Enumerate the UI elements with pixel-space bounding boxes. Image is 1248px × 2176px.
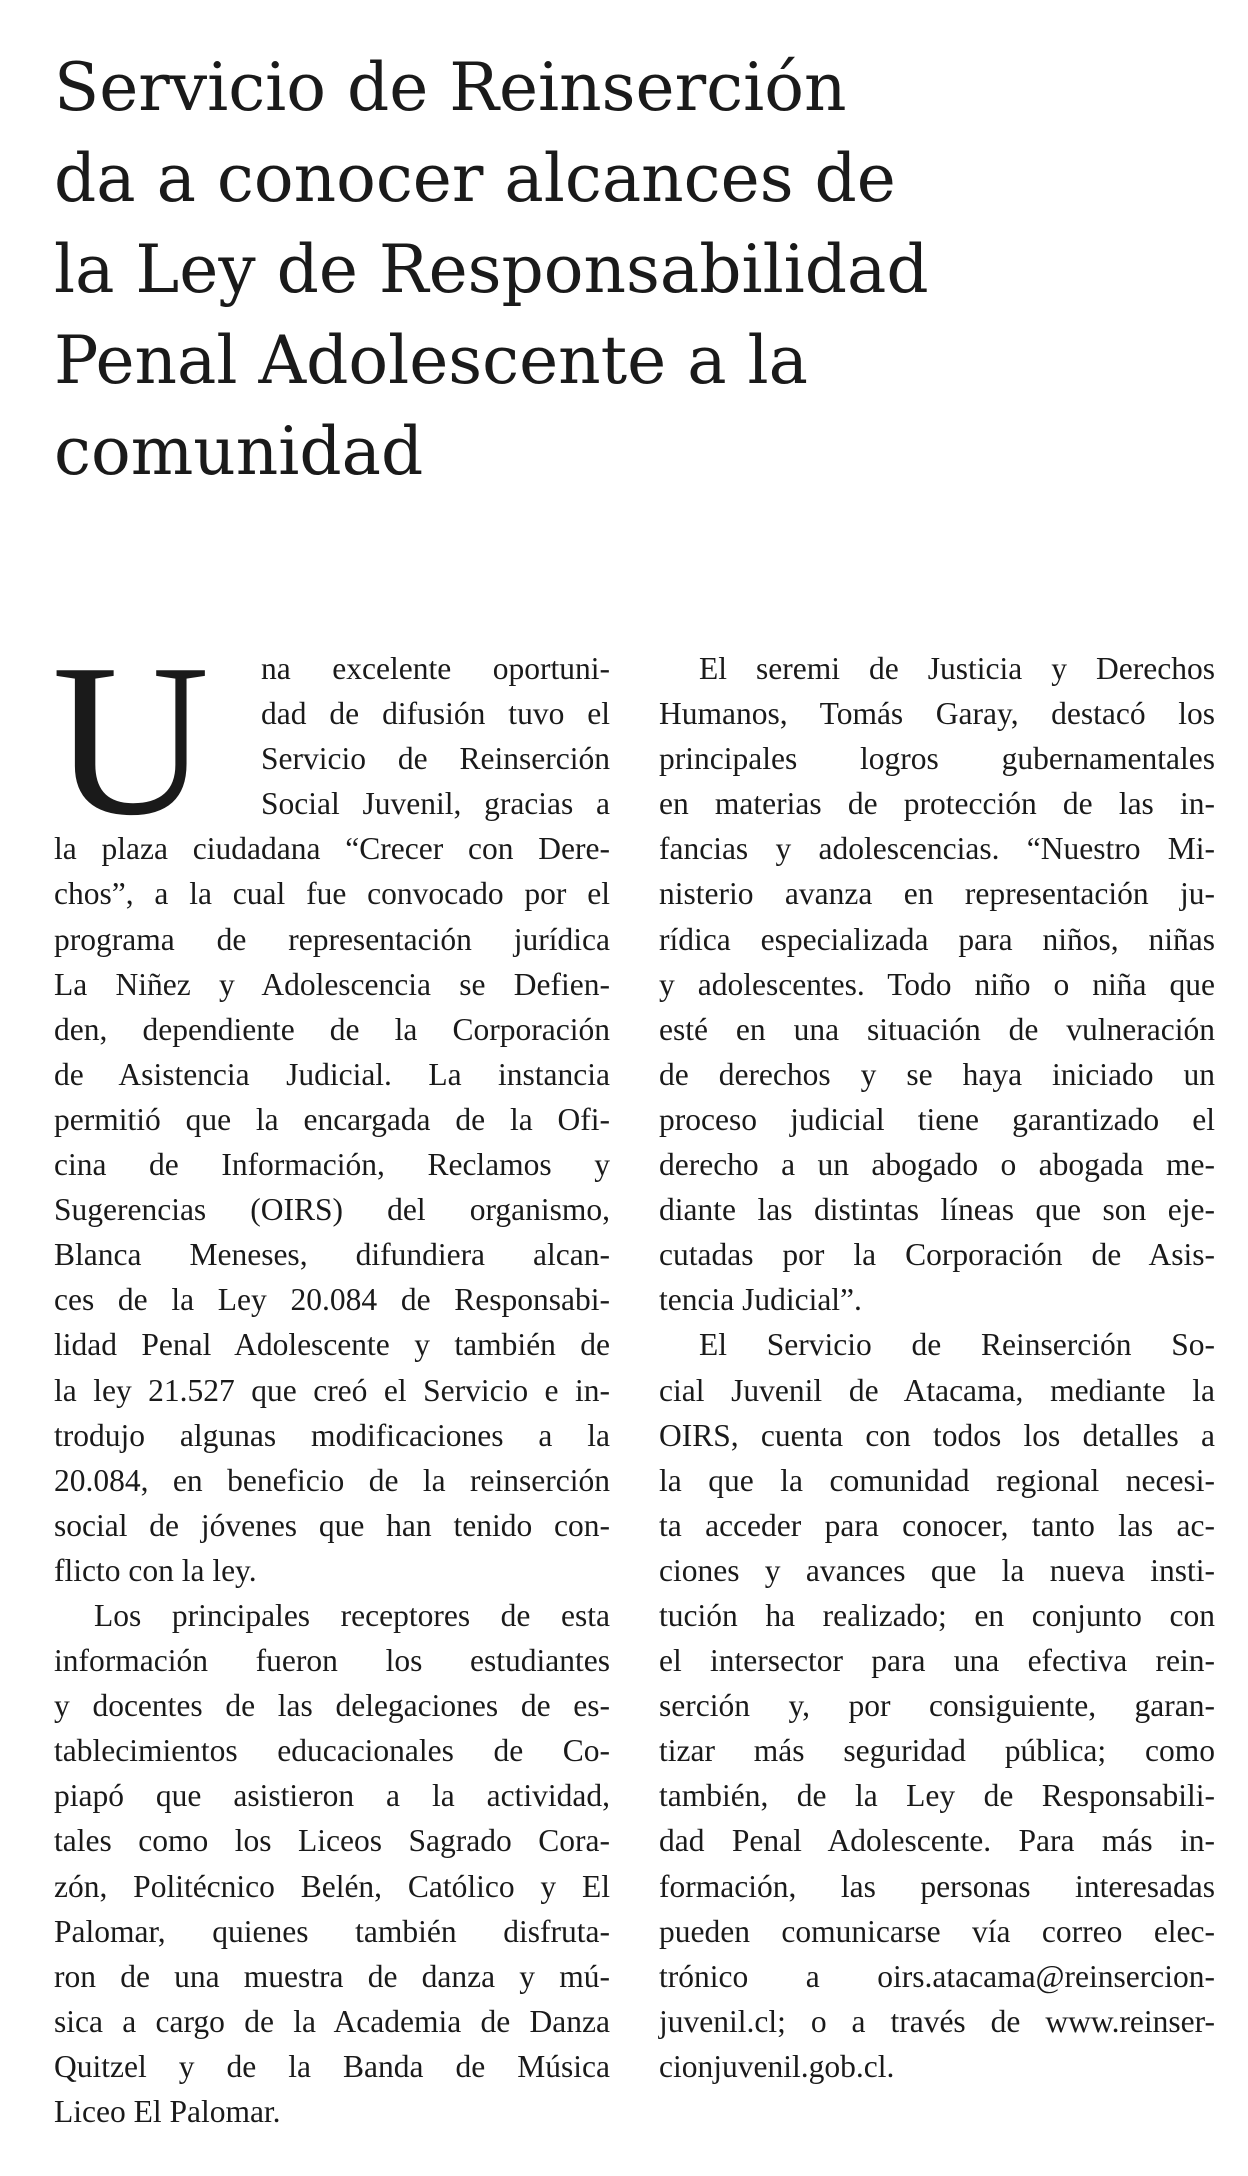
text-line: información fueron los estudiantes bbox=[54, 1643, 610, 1679]
text-line: tencia Judicial”. bbox=[659, 1282, 862, 1318]
text-line: proceso judicial tiene garantizado el bbox=[659, 1101, 1215, 1137]
text-line: cionjuvenil.gob.cl. bbox=[659, 2048, 895, 2084]
text-line: El seremi de Justicia y Derechos bbox=[699, 651, 1215, 686]
text-line: la que la comunidad regional necesi- bbox=[659, 1462, 1215, 1498]
text-line: lidad Penal Adolescente y también de bbox=[54, 1327, 610, 1363]
text-line: Liceo El Palomar. bbox=[54, 2094, 281, 2129]
headline-line: comunidad bbox=[54, 413, 424, 490]
text-line: piapó que asistieron a la actividad, bbox=[54, 1778, 610, 1814]
text-line: trodujo algunas modificaciones a la bbox=[54, 1417, 610, 1453]
text-line: tizar más seguridad pública; como bbox=[659, 1733, 1215, 1769]
text-line: Blanca Meneses, difundiera alcan- bbox=[54, 1237, 610, 1273]
text-line: Servicio de Reinserción bbox=[261, 741, 610, 777]
text-line: juvenil.cl; o a través de www.reinser- bbox=[659, 2003, 1215, 2039]
text-line: tución ha realizado; en conjunto con bbox=[659, 1597, 1215, 1633]
drop-cap: U bbox=[52, 620, 210, 861]
text-line: cina de Información, Reclamos y bbox=[54, 1147, 610, 1183]
text-line: dad de difusión tuvo el bbox=[261, 696, 610, 732]
right-column bbox=[659, 646, 1215, 2089]
text-line: 20.084, en beneficio de la reinserción bbox=[54, 1462, 610, 1498]
text-line: de derechos y se haya iniciado un bbox=[659, 1056, 1215, 1092]
text-line: programa de representación jurídica bbox=[54, 921, 610, 957]
paragraph-3 bbox=[659, 646, 1215, 1322]
headline-line: Servicio de Reinserción bbox=[54, 49, 847, 126]
text-line: fancias y adolescencias. “Nuestro Mi- bbox=[659, 831, 1215, 867]
text-line: ciones y avances que la nueva insti- bbox=[659, 1552, 1215, 1588]
headline-line: Penal Adolescente a la bbox=[54, 322, 809, 399]
text-line: Palomar, quienes también disfruta- bbox=[54, 1913, 610, 1949]
text-line: La Niñez y Adolescencia se Defien- bbox=[54, 966, 610, 1002]
text-line: Los principales receptores de esta bbox=[94, 1597, 610, 1633]
text-line: Quitzel y de la Banda de Música bbox=[54, 2048, 610, 2084]
text-line: cial Juvenil de Atacama, mediante la bbox=[659, 1372, 1215, 1408]
text-line: de Asistencia Judicial. La instancia bbox=[54, 1056, 610, 1092]
text-line: y docentes de las delegaciones de es- bbox=[54, 1688, 610, 1724]
text-line: rídica especializada para niños, niñas bbox=[659, 921, 1215, 957]
paragraph-2 bbox=[54, 1593, 610, 2134]
headline-line: da a conocer alcances de bbox=[54, 140, 896, 217]
text-line: den, dependiente de la Corporación bbox=[54, 1011, 610, 1047]
text-line: esté en una situación de vulneración bbox=[659, 1011, 1215, 1047]
text-line: Humanos, Tomás Garay, destacó los bbox=[659, 696, 1215, 732]
text-line: en materias de protección de las in- bbox=[659, 786, 1215, 822]
text-line: principales logros gubernamentales bbox=[659, 741, 1215, 777]
text-line: también, de la Ley de Responsabili- bbox=[659, 1778, 1215, 1814]
text-line: cutadas por la Corporación de Asis- bbox=[659, 1237, 1215, 1273]
text-line: la plaza ciudadana “Crecer con Dere- bbox=[54, 831, 610, 867]
text-line: permitió que la encargada de la Ofi- bbox=[54, 1101, 610, 1137]
text-line: chos”, a la cual fue convocado por el bbox=[54, 876, 610, 912]
text-line: diante las distintas líneas que son eje- bbox=[659, 1192, 1215, 1228]
text-line: zón, Politécnico Belén, Católico y El bbox=[54, 1868, 610, 1904]
text-line: pueden comunicarse vía correo elec- bbox=[659, 1913, 1215, 1949]
text-line: derecho a un abogado o abogada me- bbox=[659, 1147, 1215, 1183]
text-line: tales como los Liceos Sagrado Cora- bbox=[54, 1823, 610, 1859]
text-line: el intersector para una efectiva rein- bbox=[659, 1643, 1215, 1679]
text-line: Sugerencias (OIRS) del organismo, bbox=[54, 1192, 610, 1228]
paragraph-4 bbox=[659, 1322, 1215, 2089]
text-line: tablecimientos educacionales de Co- bbox=[54, 1733, 610, 1769]
text-line: y adolescentes. Todo niño o niña que bbox=[659, 966, 1215, 1002]
text-line: dad Penal Adolescente. Para más in- bbox=[659, 1823, 1215, 1859]
headline bbox=[54, 42, 1204, 497]
text-line: formación, las personas interesadas bbox=[659, 1868, 1215, 1904]
text-line: flicto con la ley. bbox=[54, 1552, 257, 1588]
left-column bbox=[52, 620, 610, 2134]
text-line: sica a cargo de la Academia de Danza bbox=[54, 2003, 610, 2039]
text-line: social de jóvenes que han tenido con- bbox=[54, 1507, 610, 1543]
text-line: El Servicio de Reinserción So- bbox=[699, 1327, 1215, 1363]
text-line: serción y, por consiguiente, garan- bbox=[659, 1688, 1215, 1724]
text-line: ron de una muestra de danza y mú- bbox=[54, 1958, 610, 1994]
text-line: la ley 21.527 que creó el Servicio e in- bbox=[54, 1372, 610, 1408]
text-line: ces de la Ley 20.084 de Responsabi- bbox=[54, 1282, 610, 1318]
text-line: trónico a oirs.atacama@reinsercion- bbox=[659, 1958, 1215, 1994]
text-line: nisterio avanza en representación ju- bbox=[659, 876, 1215, 912]
text-line: na excelente oportuni- bbox=[261, 651, 610, 686]
text-line: Social Juvenil, gracias a bbox=[261, 786, 610, 822]
text-line: OIRS, cuenta con todos los detalles a bbox=[659, 1417, 1215, 1453]
headline-line: la Ley de Responsabilidad bbox=[54, 231, 929, 308]
text-line: ta acceder para conocer, tanto las ac- bbox=[659, 1507, 1215, 1543]
